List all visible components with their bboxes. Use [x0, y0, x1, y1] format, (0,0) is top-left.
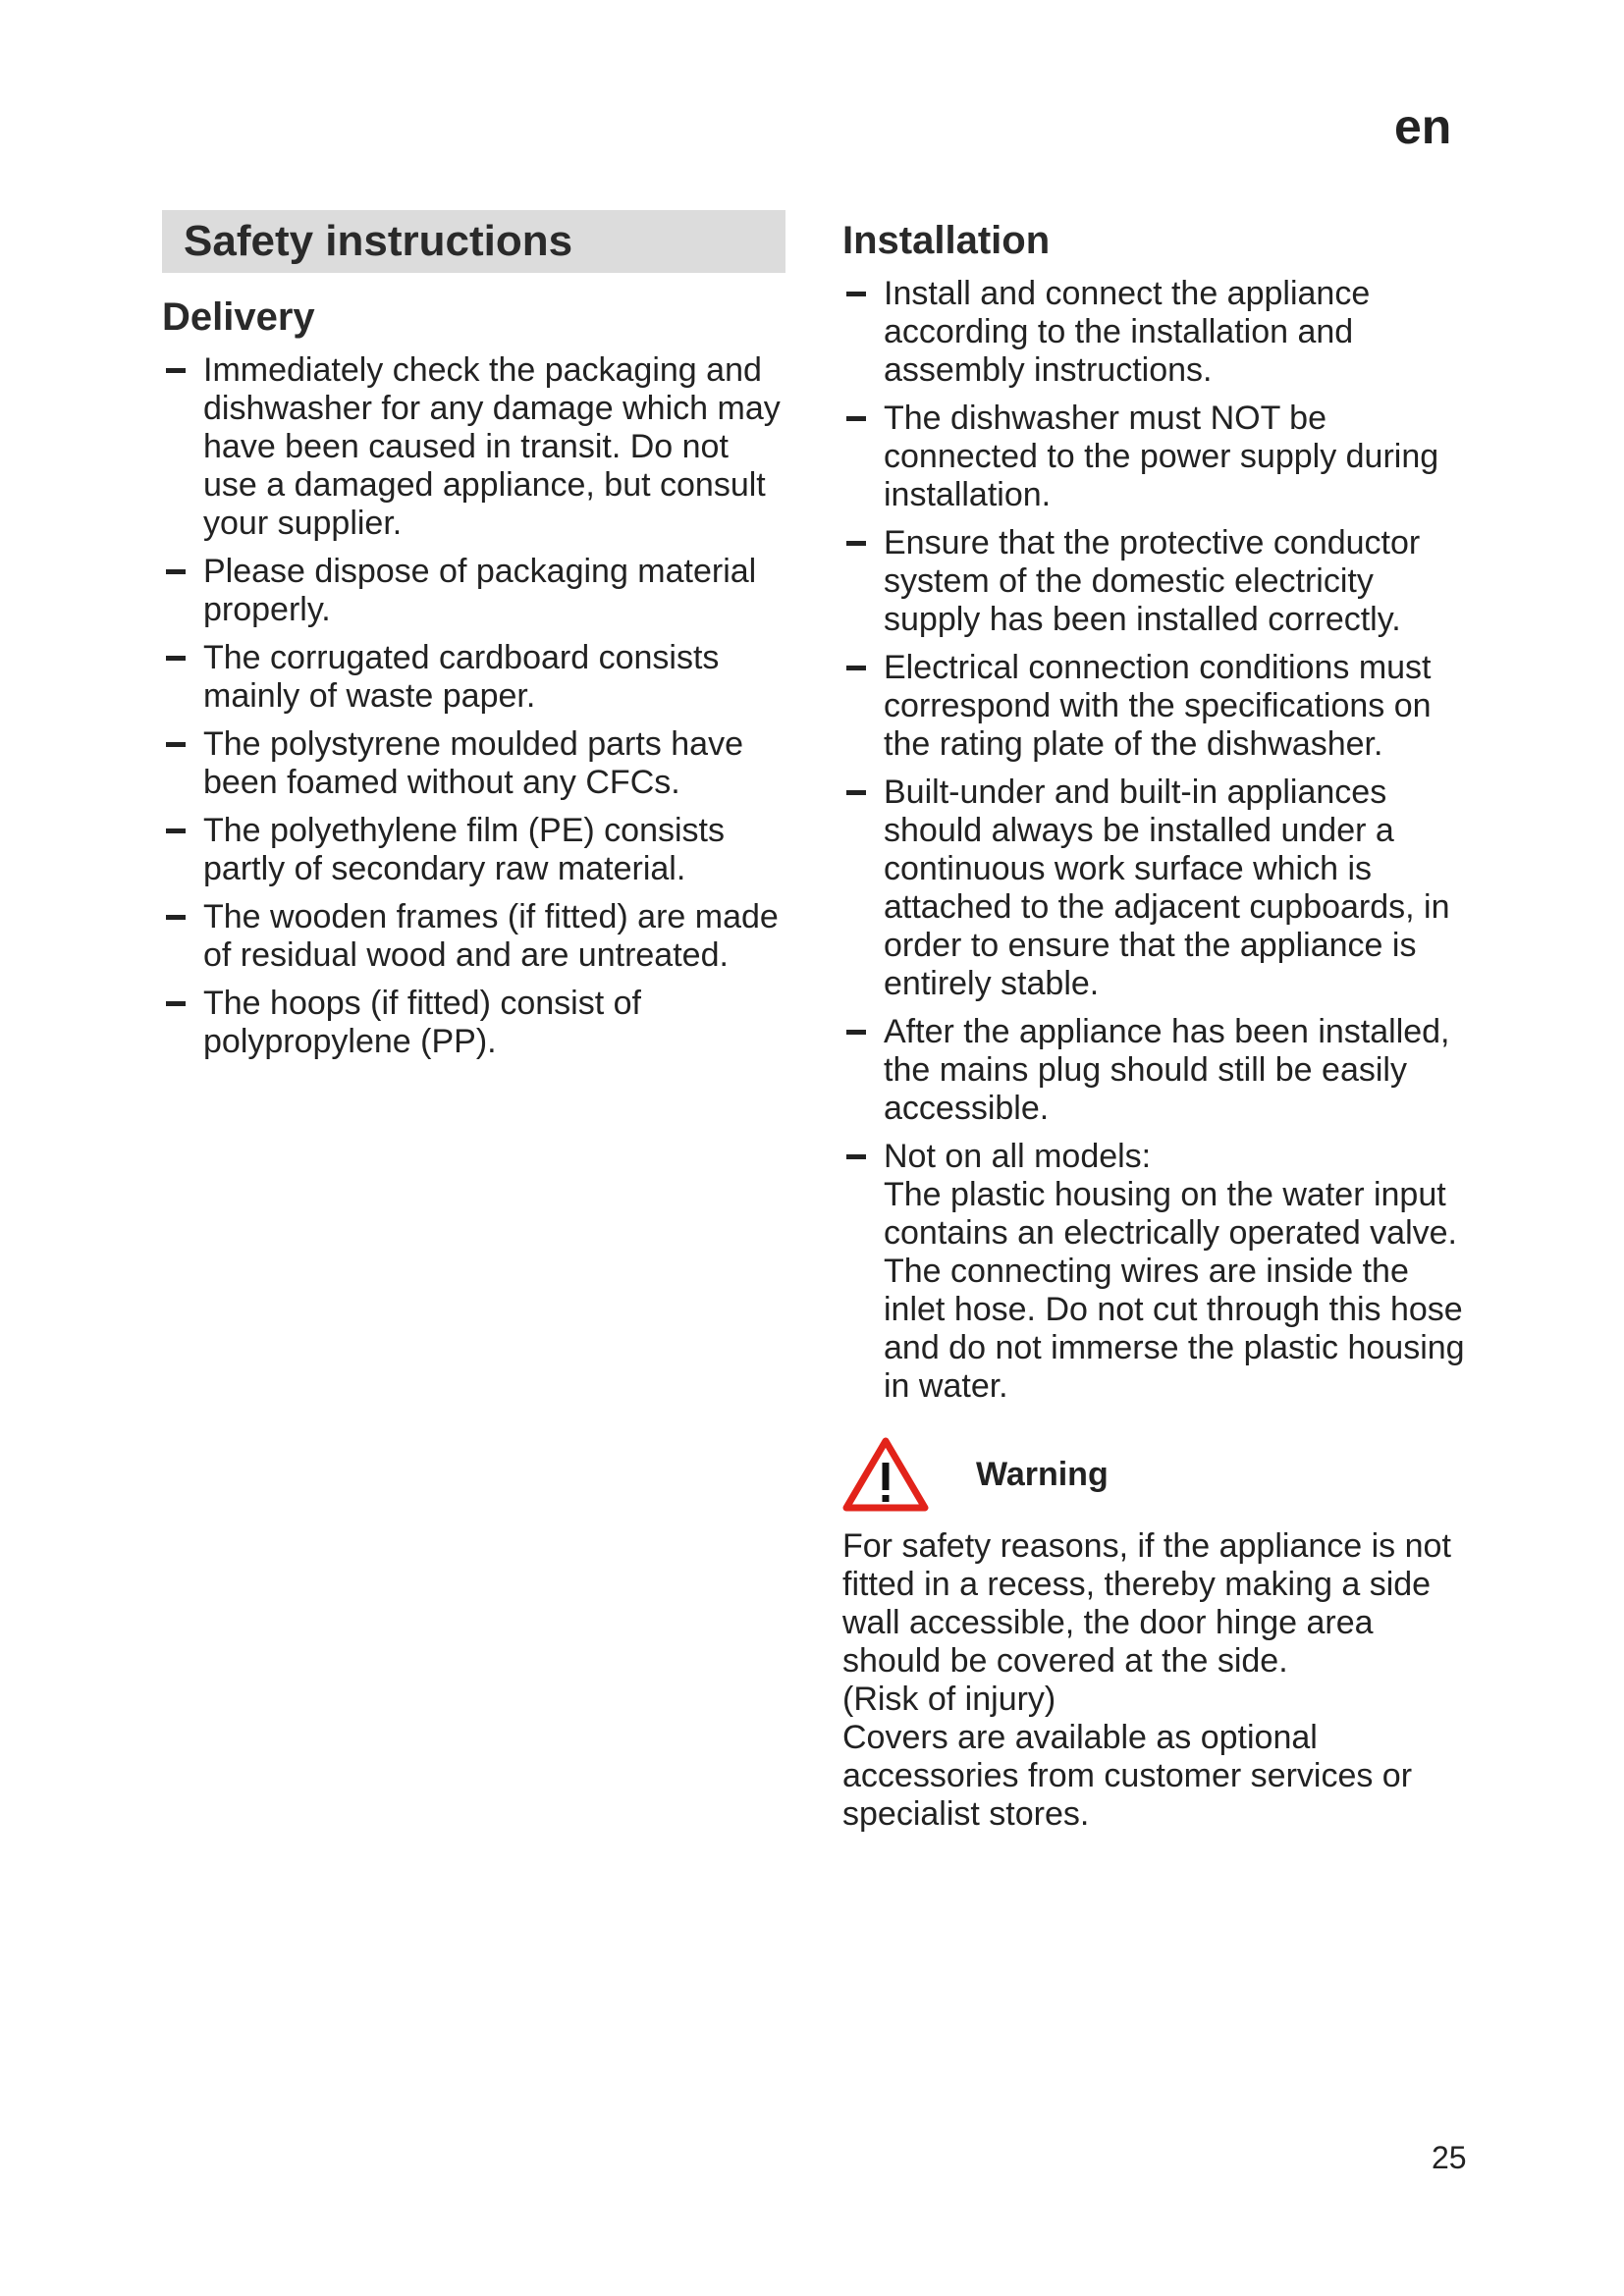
right-column [842, 210, 1471, 1834]
list-item-text: The polystyrene moulded parts have been foamed without any CFCs. [203, 725, 743, 801]
dash-bullet [846, 1154, 866, 1159]
delivery-heading: Delivery [162, 295, 315, 339]
list-item [842, 1138, 1471, 1406]
list-item-text: The wooden frames (if fitted) are made of residual wood and are untreated. [203, 898, 779, 974]
list-item [842, 1013, 1471, 1128]
list-item-text: The plastic housing on the water input contains an electrically operated valve. The connecting wires are inside the inlet hose. Do not cut through this hose and do not immerse the plastic housing in water. [884, 1176, 1465, 1405]
language-code: en [1394, 99, 1452, 154]
page-number: 25 [1432, 2140, 1467, 2175]
warning-text [842, 1527, 1471, 1834]
list-item [162, 985, 785, 1061]
dash-bullet [166, 656, 186, 661]
installation-list [842, 275, 1471, 1406]
list-item-text: Ensure that the protective conductor system of the domestic electricity supply has been installed correctly. [884, 524, 1421, 638]
list-item-text: Electrical connection conditions must correspond with the specifications on the rating plate of the dishwasher. [884, 649, 1432, 763]
dash-bullet [846, 416, 866, 421]
warning-risk: (Risk of injury) [842, 1681, 1056, 1718]
list-item-text: The dishwasher must NOT be connected to the power supply during installation. [884, 400, 1439, 513]
warning-header [842, 1435, 1471, 1514]
dash-bullet [166, 569, 186, 574]
list-item-text: Built-under and built-in appliances should always be installed under a continuous work surface which is attached to the adjacent cupboards, in order to ensure that the appliance is entirely stable. [884, 774, 1450, 1002]
list-item-text: The hoops (if fitted) consist of polypropylene (PP). [203, 985, 641, 1060]
dash-bullet [166, 368, 186, 373]
installation-heading: Installation [842, 219, 1051, 262]
warning-covers: Covers are available as optional accessories from customer services or specialist stores. [842, 1719, 1413, 1833]
list-item [162, 898, 785, 975]
delivery-list [162, 351, 785, 1061]
list-item [842, 524, 1471, 639]
list-item-text: Please dispose of packaging material properly. [203, 553, 757, 628]
dash-bullet [166, 828, 186, 833]
section-title: Safety instructions [162, 210, 785, 273]
list-item [842, 275, 1471, 390]
warning-title: Warning [976, 1455, 1109, 1493]
list-item [842, 649, 1471, 764]
dash-bullet [166, 742, 186, 747]
list-item-text: The corrugated cardboard consists mainly of waste paper. [203, 639, 720, 715]
list-item-intro: Not on all models: [884, 1138, 1152, 1175]
warning-triangle-icon [842, 1437, 929, 1512]
list-item [162, 553, 785, 629]
list-item-text: Immediately check the packaging and dishwasher for any damage which may have been caused in transit. Do not use a damaged appliance, but consult your supplier. [203, 351, 781, 542]
dash-bullet [846, 541, 866, 546]
dash-bullet [846, 1030, 866, 1035]
list-item [162, 351, 785, 543]
list-item-text: Install and connect the appliance according to the installation and assembly instructions. [884, 275, 1371, 389]
warning-body: For safety reasons, if the appliance is not fitted in a recess, thereby making a side wall accessible, the door hinge area should be covered at the side. [842, 1527, 1451, 1680]
dash-bullet [166, 1001, 186, 1006]
dash-bullet [846, 790, 866, 795]
list-item [162, 639, 785, 716]
list-item [842, 400, 1471, 514]
list-item-text: After the appliance has been installed, the mains plug should still be easily accessible. [884, 1013, 1450, 1127]
dash-bullet [166, 915, 186, 920]
list-item [842, 774, 1471, 1003]
list-item [162, 725, 785, 802]
list-item [162, 812, 785, 888]
dash-bullet [846, 666, 866, 670]
dash-bullet [846, 292, 866, 296]
left-column [162, 210, 785, 1071]
list-item-text: The polyethylene film (PE) consists partly of secondary raw material. [203, 812, 725, 887]
